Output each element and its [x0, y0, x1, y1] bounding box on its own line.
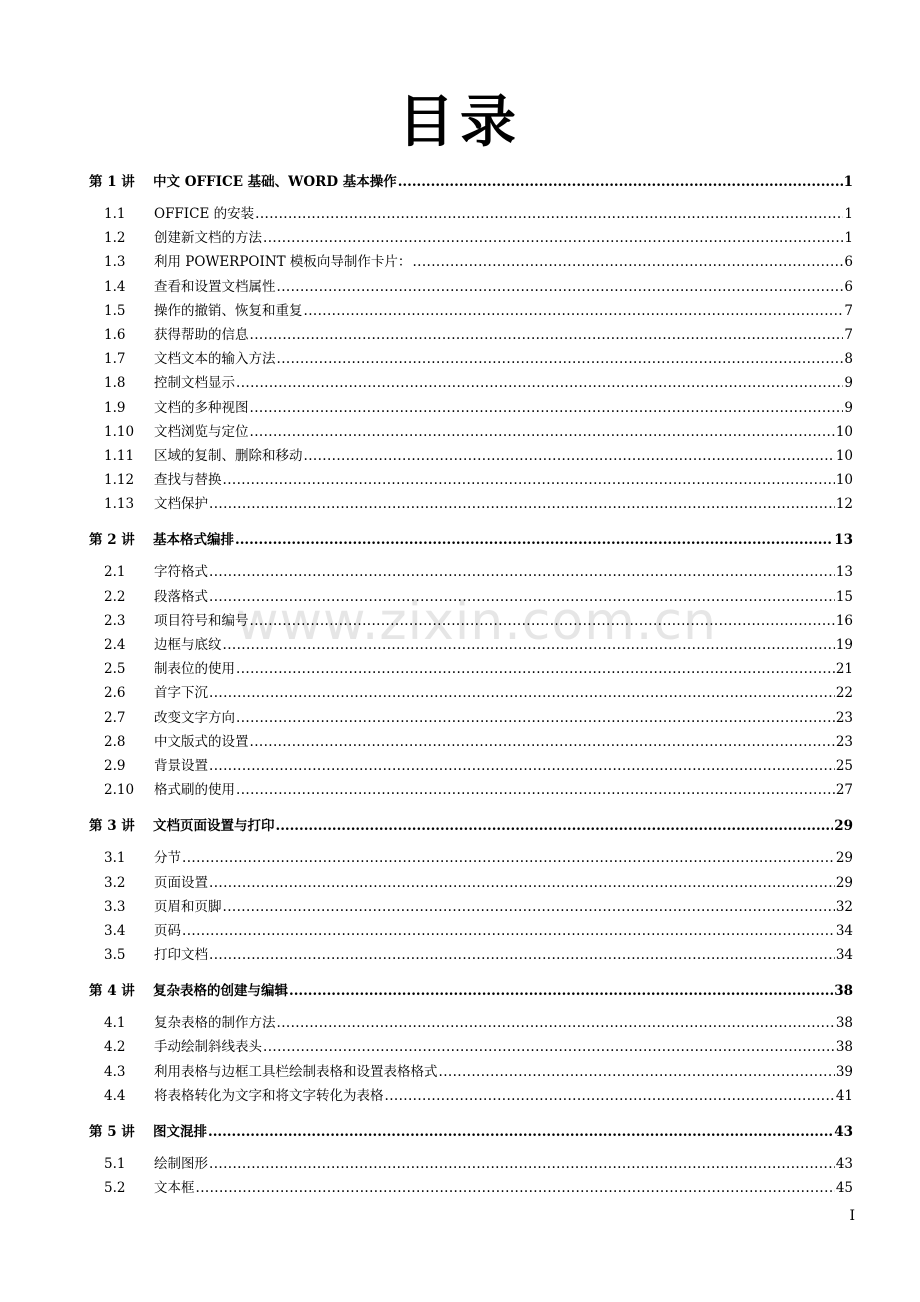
toc-entry-page: 12 [835, 496, 853, 513]
toc-entry-number: 1.13 [104, 496, 135, 513]
toc-entry-title: 查找与替换 [154, 472, 222, 489]
toc-entry-number: 2.1 [104, 564, 126, 581]
dot-leader [236, 706, 835, 730]
dot-leader [209, 754, 835, 778]
toc-entry-page: 16 [835, 612, 853, 629]
toc-chapter-entry[interactable] [89, 168, 853, 197]
toc-section-entry[interactable] [89, 754, 853, 778]
toc-entry-number: 第 5 讲 [89, 1124, 135, 1140]
toc-entry-title: 基本格式编排 [153, 532, 234, 549]
toc-entry-page: 10 [835, 447, 853, 464]
toc-entry-number: 2.4 [104, 637, 126, 653]
dot-leader [223, 633, 835, 657]
toc-entry-page: 32 [835, 898, 853, 915]
toc-entry-number: 2.10 [104, 782, 135, 799]
toc-entry-page: 29 [834, 818, 853, 835]
toc-entry-title: 获得帮助的信息 [154, 326, 249, 343]
toc-entry-number: 5.1 [104, 1156, 126, 1172]
toc-entry-number: 2.6 [104, 685, 126, 702]
toc-entry-title: 手动绘制斜线表头 [154, 1039, 262, 1056]
toc-section-entry[interactable] [89, 420, 853, 444]
watermark: www.zixin.com.cn [236, 592, 717, 652]
toc-section-entry[interactable] [89, 492, 853, 516]
toc-entry-page: 29 [835, 874, 853, 891]
toc-entry-title: 查看和设置文档属性 [154, 278, 276, 295]
toc-entry-title: 分节 [154, 850, 181, 867]
dot-leader [277, 1011, 835, 1035]
dot-leader [276, 812, 834, 841]
toc-entry-number: 4.4 [104, 1087, 126, 1104]
toc-entry-page: 19 [835, 637, 853, 653]
dot-leader [289, 977, 833, 1006]
toc-entry-title: 格式刷的使用 [154, 782, 235, 799]
toc-section-entry[interactable] [89, 706, 853, 730]
toc-entry-page: 7 [844, 302, 853, 319]
toc-entry-page: 38 [835, 1015, 853, 1032]
toc-entry-title: 中文 OFFICE 基础、WORD 基本操作 [153, 174, 397, 190]
toc-entry-title: 文档页面设置与打印 [153, 818, 275, 835]
dot-leader [223, 468, 835, 492]
toc-entry-page: 43 [835, 1156, 853, 1172]
toc-entry-title: 绘制图形 [154, 1156, 208, 1172]
toc-entry-title: 边框与底纹 [154, 637, 222, 653]
toc-section-entry[interactable] [89, 560, 853, 584]
toc-section-entry[interactable] [89, 299, 853, 323]
dot-leader [209, 560, 835, 584]
dot-leader [209, 492, 835, 516]
toc-entry-page: 9 [844, 399, 853, 416]
toc-section-entry[interactable] [89, 778, 853, 802]
dot-leader [250, 609, 835, 633]
dot-leader [263, 1035, 835, 1059]
toc-section-entry[interactable] [89, 1035, 853, 1059]
toc-entry-title: 图文混排 [153, 1124, 207, 1140]
toc-entry-page: 1 [844, 206, 853, 222]
toc-entry-page: 43 [834, 1124, 853, 1140]
toc-entry-title: 区域的复制、删除和移动 [154, 447, 303, 464]
toc-entry-number: 1.4 [104, 278, 126, 295]
toc-section-entry[interactable] [89, 468, 853, 492]
toc-section-entry[interactable] [89, 1176, 853, 1200]
toc-entry-number: 2.3 [104, 612, 126, 629]
toc-entry-title: 文本框 [154, 1180, 195, 1197]
toc-entry-title: 文档保护 [154, 496, 208, 513]
dot-leader [250, 396, 844, 420]
toc-entry-title: 文档的多种视图 [154, 399, 249, 416]
toc-entry-title: 复杂表格的制作方法 [154, 1015, 276, 1032]
dot-leader [236, 371, 843, 395]
toc-entry-page: 38 [834, 983, 853, 1000]
toc-entry-page: 22 [835, 685, 853, 702]
toc-section-entry[interactable] [89, 657, 853, 681]
dot-leader [263, 226, 843, 250]
dot-leader [236, 778, 835, 802]
toc-entry-page: 10 [835, 472, 853, 489]
toc-entry-number: 4.2 [104, 1039, 126, 1056]
toc-entry-title: 背景设置 [154, 757, 208, 774]
toc-entry-number: 2.5 [104, 661, 126, 678]
toc-entry-title: 改变文字方向 [154, 709, 235, 726]
toc-entry-page: 41 [835, 1087, 853, 1104]
toc-section-entry[interactable] [89, 609, 853, 633]
toc-section-entry[interactable] [89, 371, 853, 395]
toc-section-entry[interactable] [89, 1060, 853, 1084]
toc-section-entry[interactable] [89, 275, 853, 299]
toc-section-entry[interactable] [89, 1084, 853, 1108]
toc-section-entry[interactable] [89, 871, 853, 895]
toc-section-entry[interactable] [89, 633, 853, 657]
toc-chapter-entry[interactable] [89, 977, 853, 1006]
toc-entry-title: 操作的撤销、恢复和重复 [154, 302, 303, 319]
toc-entry-title: 将表格转化为文字和将文字转化为表格 [154, 1087, 384, 1104]
toc-entry-page: 23 [835, 733, 853, 750]
toc-section-entry[interactable] [89, 681, 853, 705]
toc-section-entry[interactable] [89, 250, 853, 274]
toc-section-entry[interactable] [89, 323, 853, 347]
toc-entry-title: 文档文本的输入方法 [154, 351, 276, 368]
toc-entry-title: 控制文档显示 [154, 375, 235, 392]
toc-entry-page: 6 [844, 278, 853, 295]
dot-leader [412, 250, 843, 274]
toc-entry-number: 2.7 [104, 709, 126, 726]
dot-leader [236, 657, 835, 681]
toc-chapter-entry[interactable] [89, 812, 853, 841]
toc-entry-title: 打印文档 [154, 947, 208, 964]
toc-entry-number: 1.5 [104, 302, 126, 319]
toc-entry-number: 4.1 [104, 1015, 126, 1032]
toc-entry-page: 27 [835, 782, 853, 799]
toc-entry-number: 3.1 [104, 850, 126, 867]
toc-entry-title: 复杂表格的创建与编辑 [153, 983, 288, 1000]
toc-entry-page: 23 [835, 709, 853, 726]
toc-section-entry[interactable] [89, 846, 853, 870]
dot-leader [196, 1176, 835, 1200]
toc-entry-number: 1.3 [104, 254, 126, 271]
toc-entry-page: 8 [844, 351, 853, 368]
toc-entry-title: 利用表格与边框工具栏绘制表格和设置表格格式 [154, 1063, 438, 1080]
toc-entry-number: 第 4 讲 [89, 983, 135, 1000]
toc-entry-number: 1.6 [104, 326, 126, 343]
toc-entry-page: 38 [835, 1039, 853, 1056]
toc-entry-number: 1.2 [104, 230, 126, 247]
toc-entry-title: 利用 POWERPOINT 模板向导制作卡片： [154, 254, 412, 271]
toc-entry-number: 第 1 讲 [89, 174, 135, 190]
dot-leader [277, 347, 844, 371]
toc-entry-page: 13 [834, 532, 853, 549]
dot-leader [250, 420, 835, 444]
toc-entry-page: 13 [835, 564, 853, 581]
toc-section-entry[interactable] [89, 202, 853, 226]
dot-leader [209, 585, 835, 609]
toc-entry-title: 页面设置 [154, 874, 208, 891]
toc-entry-number: 4.3 [104, 1063, 126, 1080]
toc-entry-number: 第 2 讲 [89, 532, 135, 549]
toc-entry-number: 1.9 [104, 399, 126, 416]
toc-entry-number: 2.2 [104, 588, 126, 605]
dot-leader [223, 895, 835, 919]
toc-entry-title: 中文版式的设置 [154, 733, 249, 750]
toc-entry-page: 39 [835, 1063, 853, 1080]
toc-entry-page: 21 [835, 661, 853, 678]
toc-entry-title: 创建新文档的方法 [154, 230, 262, 247]
toc-entry-number: 3.4 [104, 922, 126, 939]
toc-entry-title: 文档浏览与定位 [154, 423, 249, 440]
dot-leader [209, 943, 835, 967]
toc-entry-page: 1 [843, 174, 853, 190]
toc-entry-page: 6 [844, 254, 853, 271]
dot-leader [208, 1118, 833, 1147]
toc-entry-page: 10 [835, 423, 853, 440]
page-number: I [849, 1208, 855, 1224]
toc-entry-title: 页眉和页脚 [154, 898, 222, 915]
toc-section-entry[interactable] [89, 919, 853, 943]
toc-section-entry[interactable] [89, 226, 853, 250]
toc-entry-number: 第 3 讲 [89, 818, 135, 835]
toc-entry-page: 34 [835, 922, 853, 939]
toc-section-entry[interactable] [89, 730, 853, 754]
table-of-contents [89, 168, 853, 1200]
toc-entry-title: 页码 [154, 922, 181, 939]
toc-entry-title: 字符格式 [154, 564, 208, 581]
dot-leader [235, 526, 833, 555]
toc-entry-title: 段落格式 [154, 588, 208, 605]
toc-entry-page: 1 [844, 230, 853, 247]
toc-entry-page: 29 [835, 850, 853, 867]
toc-entry-title: 制表位的使用 [154, 661, 235, 678]
toc-entry-page: 9 [844, 375, 853, 392]
dot-leader [439, 1060, 835, 1084]
toc-entry-page: 15 [835, 588, 853, 605]
page-title: 目录 [398, 90, 522, 155]
toc-entry-number: 1.1 [104, 206, 126, 222]
dot-leader [182, 919, 835, 943]
toc-entry-number: 1.10 [104, 423, 135, 440]
dot-leader [209, 871, 835, 895]
dot-leader [250, 730, 835, 754]
toc-entry-number: 1.8 [104, 375, 126, 392]
dot-leader [304, 444, 835, 468]
toc-section-entry[interactable] [89, 943, 853, 967]
toc-entry-title: OFFICE 的安装 [154, 206, 255, 222]
toc-entry-title: 项目符号和编号 [154, 612, 249, 629]
toc-section-entry[interactable] [89, 444, 853, 468]
toc-entry-number: 1.7 [104, 351, 126, 368]
dot-leader [304, 299, 844, 323]
dot-leader [398, 168, 843, 197]
toc-entry-page: 34 [835, 947, 853, 964]
dot-leader [385, 1084, 835, 1108]
toc-entry-page: 45 [835, 1180, 853, 1197]
toc-entry-number: 5.2 [104, 1180, 126, 1197]
dot-leader [255, 202, 843, 226]
dot-leader [209, 1152, 835, 1176]
dot-leader [182, 846, 835, 870]
toc-entry-number: 3.2 [104, 874, 126, 891]
toc-section-entry[interactable] [89, 1011, 853, 1035]
toc-entry-title: 首字下沉 [154, 685, 208, 702]
toc-section-entry[interactable] [89, 396, 853, 420]
toc-entry-number: 2.8 [104, 733, 126, 750]
toc-chapter-entry[interactable] [89, 1118, 853, 1147]
toc-entry-number: 3.5 [104, 947, 126, 964]
dot-leader [277, 275, 844, 299]
toc-entry-number: 1.11 [104, 447, 135, 464]
toc-entry-page: 25 [835, 757, 853, 774]
toc-section-entry[interactable] [89, 347, 853, 371]
toc-section-entry[interactable] [89, 585, 853, 609]
toc-chapter-entry[interactable] [89, 526, 853, 555]
toc-entry-number: 3.3 [104, 898, 126, 915]
dot-leader [209, 681, 835, 705]
toc-entry-page: 7 [844, 326, 853, 343]
toc-entry-number: 2.9 [104, 757, 126, 774]
toc-section-entry[interactable] [89, 1152, 853, 1176]
toc-section-entry[interactable] [89, 895, 853, 919]
toc-entry-number: 1.12 [104, 472, 135, 489]
dot-leader [250, 323, 844, 347]
